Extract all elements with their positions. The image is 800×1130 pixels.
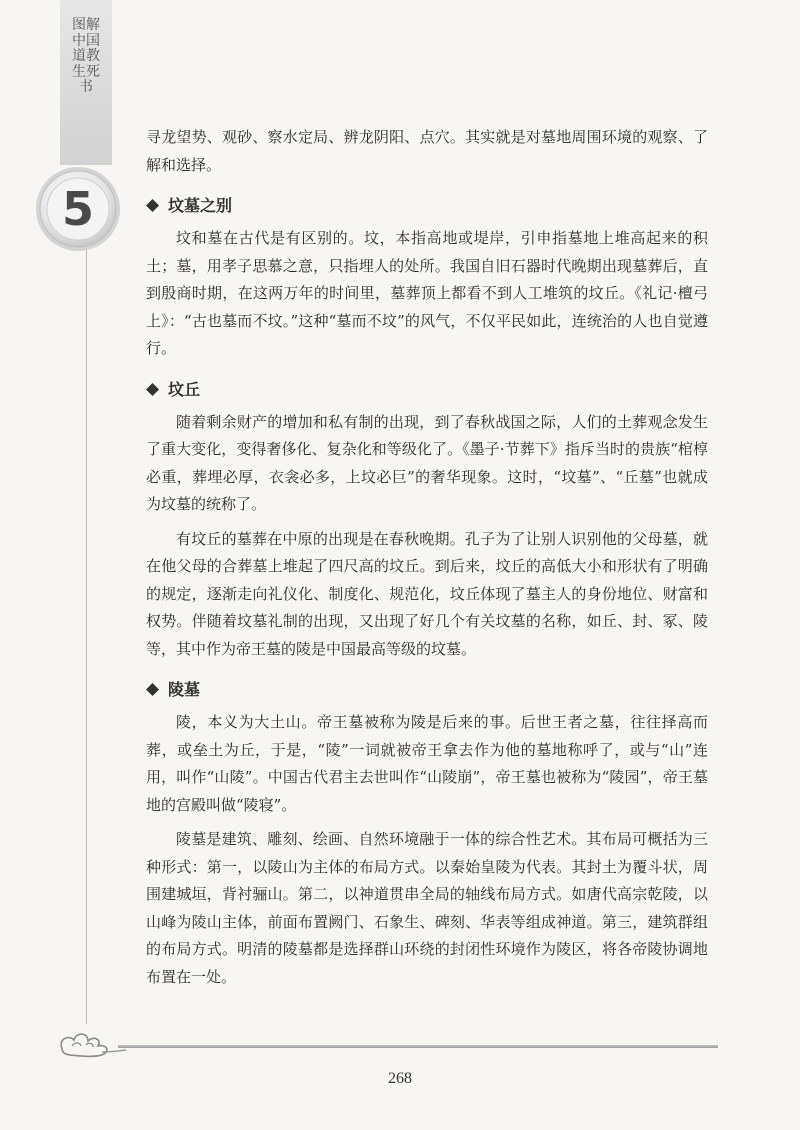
cloud-ornament-icon [56,1022,128,1062]
section-heading-text: 坟墓之别 [168,196,233,215]
section-heading [146,678,708,702]
footer-rule [118,1045,718,1048]
section-heading-text: 坟丘 [168,379,201,399]
section-heading-text: 陵墓 [168,680,201,699]
diamond-icon [146,678,168,702]
intro-paragraph: 寻龙望势、观砂、察水定局、辨龙阴阳、点穴。其实就是对墓地周围环境的观察、了解和选择。 [146,128,708,174]
chapter-number: 5 [61,182,94,236]
diamond-icon [146,378,168,402]
side-vertical-rule [86,232,87,1024]
main-content [146,124,708,991]
diamond-icon [146,194,168,218]
body-paragraph: 坟和墓在古代是有区别的。坟，本指高地或堤岸，引申指墓地上堆高起来的积土；墓，用孝子思慕之意，只指埋人的处所。我国自旧石器时代晚期出现墓葬后，直到殷商时期，在这两万年的时间里，墓葬顶上都看不到人工堆筑的坟丘。《礼记·檀弓上》：“古也墓而不坟。”这种“墓而不坟”的风气，不仅平民如此，连统治的人也自觉遵行。 [146,229,708,357]
section-heading [146,378,708,402]
body-paragraph: 陵，本义为大土山。帝王墓被称为陵是后来的事。后世王者之墓，往往择高而葬，或垒土为丘，于是，“陵”一词就被帝王拿去作为他的墓地称呼了，或与“山”连用，叫作“山陵”。中国古代君主去世叫作“山陵崩”，帝王墓也被称为“陵园”，帝王墓地的宫殿叫做“陵寝”。 [146,713,708,814]
series-title: 图解中国道教生死书 [72,17,100,95]
page-number: 268 [388,1070,412,1087]
body-paragraph: 陵墓是建筑、雕刻、绘画、自然环境融于一体的综合性艺术。其布局可概括为三种形式：第一，以陵山为主体的布局方式。以秦始皇陵为代表。其封土为覆斗状，周围建城垣，背衬骊山。第二，以神道贯串全局的轴线布局方式。如唐代高宗乾陵，以山峰为陵山主体，前面布置阙门、石象生、碑刻、华表等组成神道。第三，建筑群组的布局方式。明清的陵墓都是选择群山环绕的封闭性环境作为陵区，将各帝陵协调地布置在一处。 [146,830,708,986]
body-paragraph: 有坟丘的墓葬在中原的出现是在春秋晚期。孔子为了让别人识别他的父母墓，就在他父母的合葬墓上堆起了四尺高的坟丘。到后来，坟丘的高低大小和形状有了明确的规定，逐渐走向礼仪化、制度化、规范化，坟丘体现了墓主人的身份地位、财富和权势。伴随着坟墓礼制的出现，又出现了好几个有关坟墓的名称，如丘、封、冢、陵等，其中作为帝王墓的陵是中国最高等级的坟墓。 [146,529,708,658]
body-paragraph: 随着剩余财产的增加和私有制的出现，到了春秋战国之际，人们的土葬观念发生了重大变化，变得奢侈化、复杂化和等级化了。《墨子·节葬下》指斥当时的贵族“棺椁必重，葬埋必厚，衣衾必多，上坟必巨”的奢华现象。这时，“坟墓”、“丘墓”也就成为坟墓的统称了。 [146,412,708,513]
section-heading [146,194,708,218]
